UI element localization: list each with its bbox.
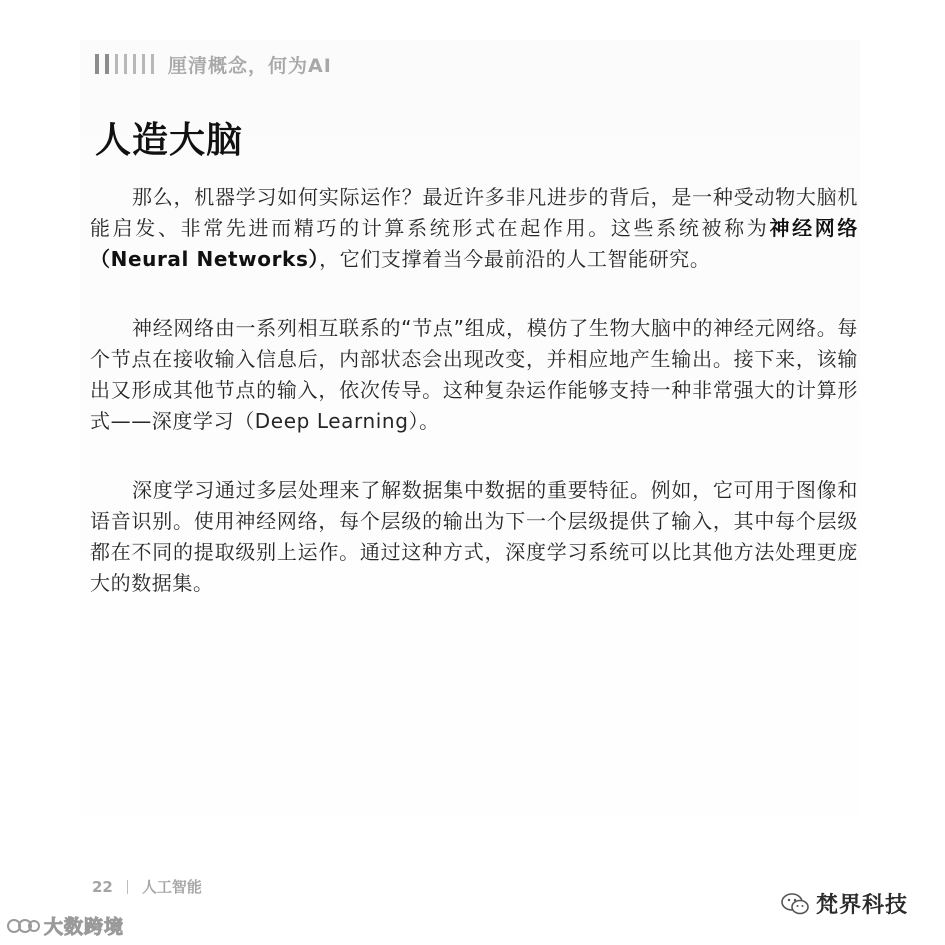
- watermark-logo-icon: [6, 915, 40, 937]
- paragraph-2: 神经网络由一系列相互联系的“节点”组成，模仿了生物大脑中的神经元网络。每个节点在接收输入信息后，内部状态会出现改变，并相应地产生输出。接下来，该输出又形成其他节点的输入，依次传导。这种复杂运作能够支持一种非常强大的计算形式——深度学习（Deep Learning）。: [90, 316, 858, 433]
- watermark-left: [6, 912, 124, 939]
- page-footer: [92, 876, 202, 897]
- body-text: [90, 182, 858, 637]
- book-title: 人工智能: [141, 878, 202, 896]
- paragraph-1: [90, 182, 858, 275]
- section-title: 厘清概念，何为AI: [168, 54, 332, 77]
- page-title: 人造大脑: [95, 120, 244, 161]
- footer-divider: [127, 880, 128, 894]
- header-bars-decoration: [95, 54, 154, 74]
- running-header: [95, 52, 332, 76]
- watermark-right-text: 梵界科技: [816, 893, 909, 918]
- neural-networks-term: 神经网络（Neural Networks）: [90, 216, 858, 271]
- paragraph-1-text-after: ，它们支撑着当今最前沿的人工智能研究。: [319, 247, 711, 271]
- paragraph-3: 深度学习通过多层处理来了解数据集中数据的重要特征。例如，它可用于图像和语音识别。使用神经网络，每个层级的输出为下一个层级提供了输入，其中每个层级都在不同的提取级别上运作。通过这种方式，深度学习系统可以比其他方法处理更庞大的数据集。: [90, 478, 858, 595]
- watermark-right: [780, 888, 908, 919]
- wechat-icon: [780, 891, 810, 917]
- page-number: 22: [92, 877, 113, 896]
- watermark-left-text: 大数跨境: [44, 916, 125, 938]
- paragraph-1-text-before: 那么，机器学习如何实际运作？最近许多非凡进步的背后，是一种受动物大脑机能启发、非常先进而精巧的计算系统形式在起作用。这些系统被称为: [90, 185, 858, 240]
